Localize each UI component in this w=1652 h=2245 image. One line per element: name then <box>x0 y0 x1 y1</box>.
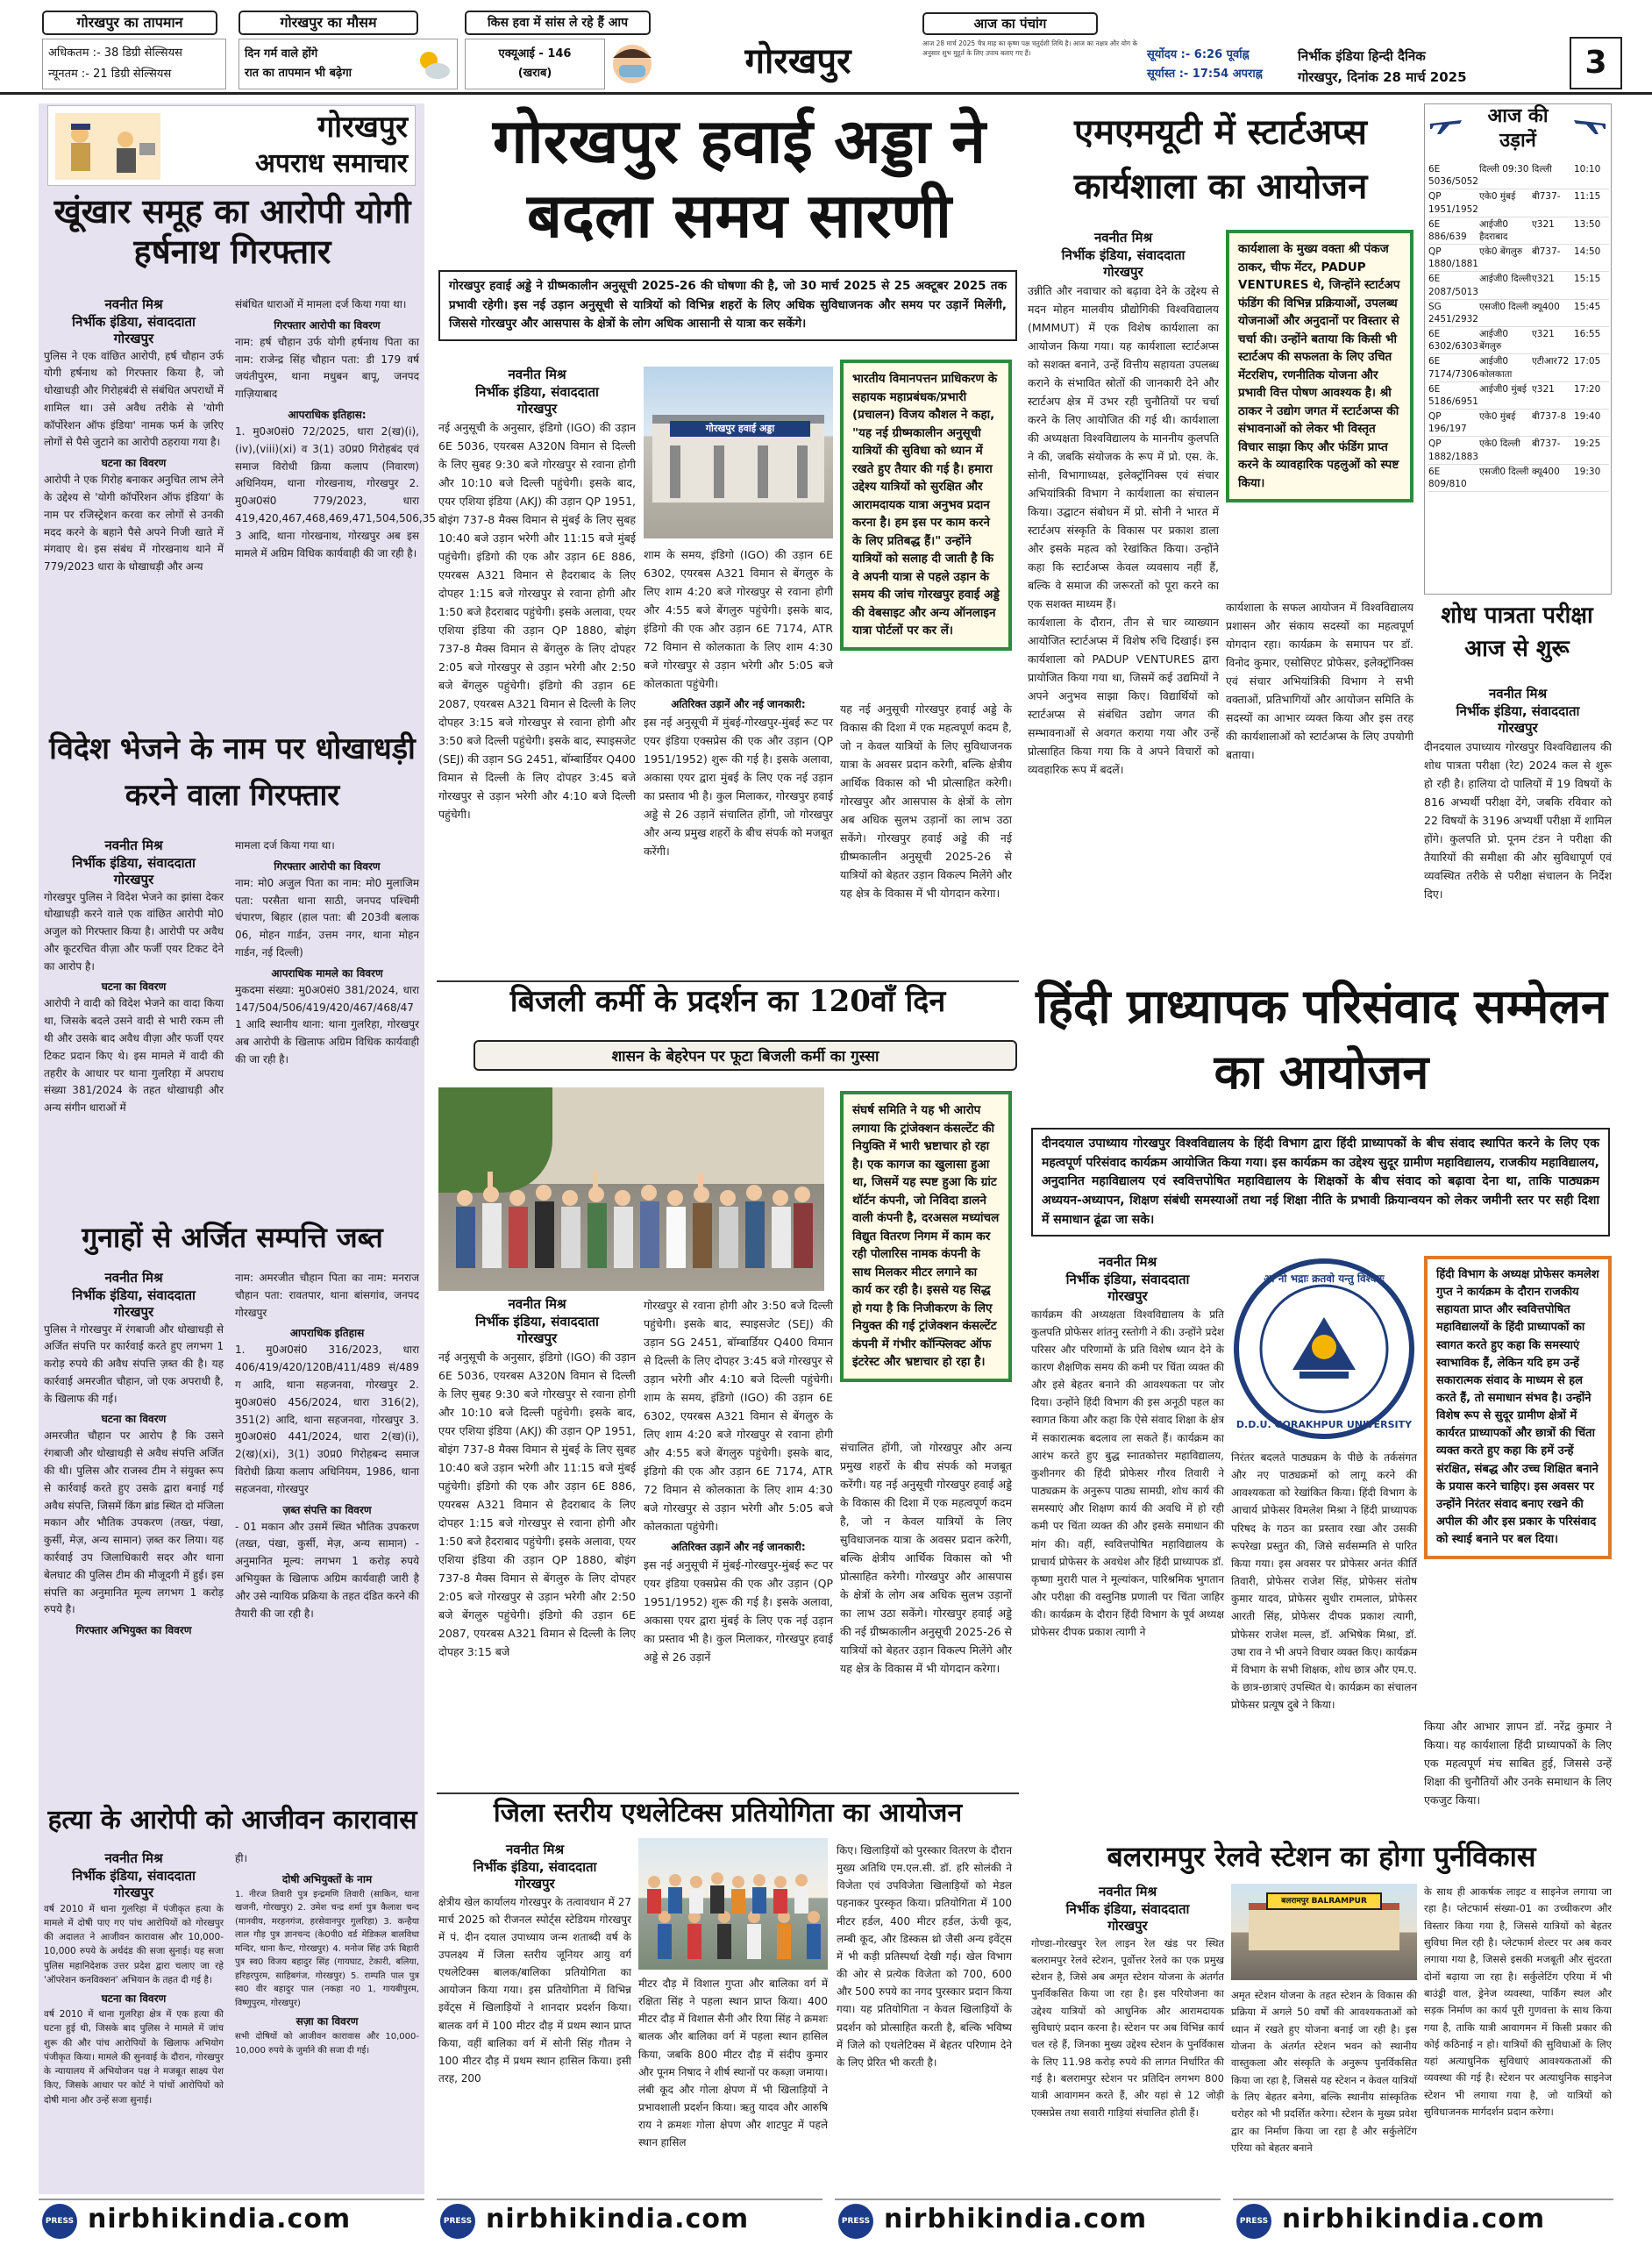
byline-name: नवनीत मिश्र <box>104 837 163 853</box>
electric-quote-box: संघर्ष समिति ने यह भी आरोप लगाया कि ट्रांजेक्शन कंसल्टेंट की नियुक्ति में भारी भ्रष्टाचार हो रहा है। एक कागज का खुलासा हुआ था, जिसमें यह स्पष्ट हुआ कि ग्रांट थॉर्टन कंपनी, जो निविदा डालने वाली कंपनी है, दरअसल मध्यांचल विद्युत वितरण निगम में काम कर रही पोलारिस नामक कंपनी के साथ मिलकर मीटर लगाने का कार्य कर रही है। इससे यह सिद्ध हो गया है कि निजीकरण के लिए नियुक्त की गई ट्रांजेक्शन कंसल्टेंट कंपनी में गंभीर कॉन्फ्लिक्ट ऑफ इंटरेस्ट और भ्रष्टाचार हो रहा है। <box>840 1091 1012 1382</box>
header <box>0 0 1652 95</box>
station-building <box>1249 1903 1399 1950</box>
flight-cell: QP 1882/1883 <box>1428 438 1478 462</box>
flight-cell: 16:55 <box>1574 329 1601 340</box>
crime-s2-right-text: मामला दर्ज किया गया था। <box>235 839 335 852</box>
athletics-col3-text: किए। खिलाड़ियों को पुरस्कार वितरण के दौरान मुख्य अतिथि एम.एल.सी. डॉ. हरि सोलंकी ने विजेता एवं उपविजेता खिलाड़ियों को मेडल पहनाकर पुरस्कृत किया। प्रतियोगिता में 100 मीटर हर्डल, 400 मीटर हर्डल, ऊंची कूद, लम्बी कूद, और डिस्कस थ्रो जैसी अन्य इवेंट्स में भी कड़ी प्रतिस्पर्धा देखी गई। खेल विभाग की ओर से प्रत्येक विजेता को 700, 600 और 500 रुपये का नगद पुरस्कार प्रदान किया गया। यह प्रतियोगिता न केवल खिलाड़ियों के प्रदर्शन को प्रोत्साहित करती है, बल्कि भविष्य में जिले को एथलेटिक्स में बेहतर परिणाम देने के लिए प्रेरित भी करती है। <box>837 1844 1012 2069</box>
flight-row <box>1428 245 1609 272</box>
footer-url[interactable]: nirbhikindia.com <box>884 2204 1148 2234</box>
byline-org: निर्भीक इंडिया, संवाददाता <box>72 313 196 330</box>
athletics-col2 <box>638 1975 828 2152</box>
crime-s4-event: वर्ष 2010 में थाना गुलरिहा क्षेत्र में एक हत्या की घटना हुई थी, जिसके बाद पुलिस ने मामले में जांच शुरू की और पांच आरोपियों के खिलाफ अभियोग पंजीकृत किया। मामले की सुनवाई के दौरान, गोरखपुर के न्यायालय में अभियोजन पक्ष ने मजबूत साक्ष्य पेश किए, जिसके आधार पर कोर्ट ने पांचों आरोपियों को दोषी माना और उन्हें सजा सुनाई। <box>44 2009 224 2106</box>
crime-s4-sentence: सभी दोषियों को आजीवन कारावास और 10,000-10,000 रुपये के जुर्माने की सजा दी गई। <box>235 2032 419 2056</box>
flight-cell: क्यू400 <box>1532 301 1560 312</box>
flight-cell: आईजी0 मुंबई <box>1479 383 1527 395</box>
flight-cell: 14:50 <box>1574 246 1601 258</box>
flight-cell: 19:40 <box>1574 411 1601 423</box>
athletics-col1-text: क्षेत्रीय खेल कार्यालय गोरखपुर के तत्वावधान में 27 मार्च 2025 को रीजनल स्पोर्ट्स स्टेडियम गोरखपुर में पं. दीन दयाल उपाध्याय जन्म शताब्दी वर्ष के उपलक्ष्य में जिला स्तरीय जूनियर आयु वर्ग एथलेटिक्स बालक/बालिका प्रतियोगिता का आयोजन किया गया। इस प्रतियोगिता में विभिन्न इवेंट्स में खिलाड़ियों ने शानदार प्रदर्शन किया। बालक वर्ग में 100 मीटर दौड़ में प्रथम स्थान प्राप्त किया, वहीं बालिका वर्ग में सोनी सिंह गौतम ने 100 मीटर दौड़ में प्रथम स्थान हासिल किया। इसी तरह, 200 <box>438 1895 631 2085</box>
flight-row <box>1428 217 1609 245</box>
flight-cell: एके0 बेंगलुरु <box>1479 246 1523 258</box>
crime-s2-left <box>44 837 224 1117</box>
weather-title: गोरखपुर का मौसम <box>239 11 418 35</box>
crime-s2-event: आरोपी ने वादी को विदेश भेजने का वादा किया था, जिसके बदले उसने वादी से भारी रकम ली थी और उसके बाद अवैध वीज़ा और फर्जी एयर टिकट प्रदान किए थे। इस मामले में वादी की तहरीर के आधार पर थाना गुलरिहा में अपराध संख्या 381/2024 के तहत धोखाधड़ी और अन्य संगीन धाराओं में <box>44 997 224 1115</box>
aqi-status: (खराब) <box>517 67 552 80</box>
byline-org: निर्भीक इंडिया, संवाददाता <box>72 854 196 871</box>
footer-1 <box>39 2199 424 2241</box>
byline-city: गोरखपुर <box>113 331 154 346</box>
byline-city: गोरखपुर <box>113 872 154 887</box>
flight-cell: एसजी0 दिल्ली <box>1479 301 1529 312</box>
electric-photo <box>438 1087 824 1291</box>
weather-line-1: दिन गर्म वाले होंगे <box>245 47 318 61</box>
flight-cell: QP 1880/1881 <box>1428 246 1478 270</box>
crime-s3-label-event: घटना का विवरण <box>101 1413 167 1426</box>
byline-org: निर्भीक इंडिया, संवाददाता <box>475 383 599 400</box>
crime-s3-event: अमरजीत चौहान पर आरोप है कि उसने रंगबाजी और धोखाधड़ी से अवैध संपत्ति अर्जित की थी। पुलिस और राजस्व टीम ने संयुक्त रूप से कार्रवाई करते हुए उसके द्वारा बनाई गई अवैध संपत्ति, जिसमें किंग ब्रांड स्थित दो मंजिला मकान और भौतिक उपकरण (तख्त, पंखा, कुर्सी, मेज़, अन्य सामान) ज़ब्त कर लिया। यह कार्रवाई उप जिलाधिकारी सदर और थाना बेलघाट की पुलिस टीम की मौजूदगी में हुई। इस संपत्ति का अनुमानित मूल्य लगभग 1 करोड़ रुपये है। <box>44 1429 224 1616</box>
hindi-col1 <box>1031 1254 1224 1641</box>
research-body-col <box>1424 686 1612 903</box>
crime-s4-body: वर्ष 2010 में थाना गुलरिहा में पंजीकृत हत्या के मामले में दोषी पाए गए पांच आरोपियों को गोरखपुर की अदालत ने आजीवन कारावास और 10,000-10,000 रुपये के अर्थदंड की सजा सुनाई। यह सजा पुलिस महानिदेशक उत्तर प्रदेश द्वारा चलाए जा रहे 'ऑपरेशन कनविक्शन' अभियान के तहत दी गई है। <box>44 1903 224 1985</box>
msme-title: एमएमयूटी में स्टार्टअप्स कार्यशाला का आयोजन <box>1073 111 1368 207</box>
flight-cell: एके0 मुंबई <box>1479 411 1516 423</box>
hindi-col3 <box>1424 1717 1612 1809</box>
airport-col2 <box>644 545 833 860</box>
airport-title: गोरखपुर हवाई अड्डा ने बदला समय सारणी <box>493 104 986 253</box>
airplane-icon <box>1428 110 1463 136</box>
railway-photo <box>1231 1884 1417 1980</box>
msme-col3-text: कार्यशाला के सफल आयोजन में विश्वविद्यालय प्रशासन और संकाय सदस्यों का महत्वपूर्ण योगदान रहा। कार्यक्रम के समापन पर डॉ. विनोद कुमार, एसोसिएट प्रोफेसर, इलेक्ट्रॉनिक्स एवं संचार अभियांत्रिकी विभाग ने सभी वक्ताओं, प्रतिभागियों और आयोजन समिति के सदस्यों का आभार व्यक्त किया और इस तरह की कार्यशालाओं को स्टार्टअप्स के लिए उपयोगी बताया। <box>1226 601 1413 761</box>
byline-city: गोरखपुर <box>1103 264 1143 280</box>
flight-cell: आईजी0 हैदराबाद <box>1479 218 1509 242</box>
airport-col2-b: इस नई अनुसूची में मुंबई-गोरखपुर-मुंबई रूट पर एयर इंडिया एक्सप्रेस की एक और उड़ान (QP 1951/1952) शुरू की गई है। इसके अलावा, अकासा एयर द्वारा मुंबई के लिए एक नई उड़ान का प्रस्ताव भी है। कुल मिलाकर, गोरखपुर हवाई अड्डे से 26 उड़ानें संचालित होंगी, जो गोरखपुर और अन्य प्रमुख शहरों के बीच संपर्क को मजबूत करेंगी। <box>644 716 833 858</box>
flight-row <box>1428 300 1609 327</box>
byline-name: नवनीत मिश्र <box>1098 1254 1157 1270</box>
msme-col2-text: कार्यशाला के दौरान, तीन से चार व्याख्यान आयोजित स्टार्टअप्स में विशेष रुचि दिखाई। इस कार्यशाला को PADUP VENTURES द्वारा प्रायोजित किया गया था, जिसमें कई उद्यमियों ने अपने अनुभव साझा किए। विद्यार्थियों को स्टार्टअप्स से संबंधित उद्योग जगत की सम्भावनाओं से अवगत कराया गया और उन्हें प्रोत्साहित किया गया कि वे अपने विचारों को व्यवहारिक रूप में बदलें। <box>1028 615 1219 776</box>
flight-cell: एटीआर72 <box>1532 356 1570 367</box>
weather-line-2: रात का तापमान भी बढ़ेगा <box>245 67 352 80</box>
byline-name: नवनीत मिश्र <box>104 1850 163 1866</box>
crime-s3-title: गुनाहों से अर्जित सम्पत्ति जब्त <box>82 1221 383 1254</box>
crime-s3-label-history: आपराधिक इतिहास <box>289 1327 365 1340</box>
electric-title: बिजली कर्मी के प्रदर्शन का 120वाँ दिन <box>509 984 946 1019</box>
crime-s3-seized: - 01 मकान और उसमें स्थित भौतिक उपकरण (तख्त, पंखा, कुर्सी, मेज़, अन्य सामान) - अनुमानित मूल्य: लगभग 1 करोड़ रुपये अभियुक्त के खिलाफ अग्रिम कार्यवाही जारी है और उसे न्यायिक प्रक्रिया के तहत दंडित करने की तैयारी की जा रही है। <box>235 1520 419 1620</box>
seal-motto: आ नो भद्राः क्रतवो यन्तु विश्वतः <box>1264 1272 1385 1285</box>
athletes-group <box>642 1864 824 1966</box>
electric-subtitle: शासन के बेहरेपन पर फूटा बिजली कर्मी का गुस्सा <box>474 1040 1017 1071</box>
flight-cell: एके0 दिल्ली <box>1479 438 1520 450</box>
airplane-icon <box>1572 110 1607 136</box>
university-seal-icon <box>1231 1256 1417 1442</box>
byline-city: गोरखपुर <box>113 1304 154 1320</box>
flight-panel <box>1424 103 1612 595</box>
panchang-title: आज का पंचांग <box>922 12 1098 35</box>
paper-name: निर्भीक इंडिया हिन्दी दैनिक <box>1298 48 1426 64</box>
hindi-col2 <box>1231 1449 1417 1714</box>
byline-city: गोरखपुर <box>1107 1288 1148 1304</box>
crime-s3-label-accused: गिरफ्तार अभियुक्त का विवरण <box>75 1624 192 1637</box>
flight-cell: 19:25 <box>1574 438 1601 450</box>
flight-cell: 10:10 <box>1574 164 1601 175</box>
crime-s2-title: विदेश भेजने के नाम पर धोखाधड़ी करने वाला गिरफ्तार <box>49 731 416 813</box>
ddu-logo <box>1231 1256 1417 1442</box>
byline-city: गोरखपुर <box>515 1876 555 1892</box>
temperature-title: गोरखपुर का तापमान <box>42 11 217 35</box>
crime-s1-accused: नाम: हर्ष चौहान उर्फ योगी हर्षनाथ पिता का नाम: राजेन्द्र सिंह चौहान पता: डी 179 वर्ष जयंतीपुरम, थाना मधुबन बापू, जनपद गाज़ियाबाद <box>235 335 419 401</box>
railway-col2-text: अमृत स्टेशन योजना के तहत स्टेशन के विकास की प्रक्रिया में अगले 50 वर्षों की आवश्यकताओं को ध्यान में रखते हुए योजना बनाई जा रही है। इस योजना के अंतर्गत स्टेशन भवन को स्थानीय वास्तुकला और संस्कृति के अनुरूप पुनर्विकसित किया जा रहा है, जिससे यह स्टेशन न केवल यात्रियों के लिए बेहतर बनेगा, बल्कि स्थानीय सांस्कृतिक धरोहर को भी प्रदर्शित करेगा। स्टेशन के मुख्य प्रवेश द्वार का निर्माण किया जा रहा है और सर्कुलेटिंग एरिया को बेहतर बनाने <box>1231 1989 1417 2154</box>
electric-col2-label: अतिरिक्त उड़ानें और नई जानकारी: <box>671 1541 806 1553</box>
flight-cell: QP 196/197 <box>1428 411 1467 435</box>
hindi-col1-text: कार्यक्रम की अध्यक्षता विश्वविद्यालय के प्रति कुलपति प्रोफेसर शांतनु रस्तोगी ने की। उन्होंने प्रदेश परिसर और परिणामों के प्रति विशेष ध्यान देने के कारण शैक्षणिक समय की कमी पर चिंता व्यक्त की और इसे बेहतर बनाने की आवश्यकता पर जोर दिया। उन्होंने हिंदी विभाग की इस अनूठी पहल का स्वागत किया और कहा कि ऐसे संवाद शिक्षा के क्षेत्र में सकारात्मक बदलाव ला सकते हैं। कार्यक्रम का आरंभ करते हुए बुद्ध स्नातकोत्तर महाविद्यालय, कुशीनगर की हिंदी प्रोफेसर गौरव तिवारी ने पाठ्यक्रम के अनुरूप पाठ्य सामग्री, शोध कार्य की समस्याएं और शिक्षण कार्य की अवधि में हो रही कमी पर चिंता व्यक्त की और इसके समाधान की मांग की। वहीं, स्ववित्तपोषित महाविद्यालय के प्राचार्य प्रोफेसर के अवधेश और हिंदी प्राध्यापक डॉ. कृष्णा मुरारी पाल ने मूल्यांकन, पारिश्रमिक भुगतान और परीक्षा की वस्तुनिष्ठ प्रणाली पर चिंता जाहिर की। कार्यक्रम के दौरान हिंदी विभाग के पूर्व अध्यक्ष प्रोफेसर दीपक प्रकाश त्यागी ने <box>1031 1308 1224 1639</box>
airport-quote-box: भारतीय विमानपत्तन प्राधिकरण के सहायक महाप्रबंधक/प्रभारी (प्रचालन) विजय कौशल ने कहा, "यह नई ग्रीष्मकालीन अनुसूची यात्रियों की सुविधा को ध्यान में रखते हुए तैयार की गई है। हमारा उद्देश्य यात्रियों को सुरक्षित और आरामदायक यात्रा अनुभव प्रदान करना है। हम इस पर काम करने के लिए प्रतिबद्ध हैं।" उन्होंने यात्रियों को सलाह दी जाती है कि वे अपनी यात्रा से पहले उड़ान के समय की जांच गोरखपुर हवाई अड्डे की वेबसाइट और अन्य ऑनलाइन यात्रा पोर्टलों पर कर लें। <box>840 360 1012 651</box>
crime-s4-label-convicts: दोषी अभियुक्तों के नाम <box>281 1872 373 1885</box>
flight-row <box>1428 354 1609 381</box>
crime-s1-label-event: घटना का विवरण <box>101 457 167 470</box>
airport-col3-text: यह नई अनुसूची गोरखपुर हवाई अड्डे के विकास की दिशा में एक महत्वपूर्ण कदम है, जो न केवल यात्रियों के लिए सुविधाजनक यात्रा के अवसर प्रदान करेगी, बल्कि क्षेत्रीय आर्थिक विकास को भी प्रोत्साहित करेगी। गोरखपुर और आसपास के क्षेत्रों के लोग अब अधिक सुलभ उड़ानों का लाभ उठा सकेंगे। गोरखपुर हवाई अड्डे की नई ग्रीष्मकालीन अनुसूची 2025-26 से यात्रियों को बेहतर उड़ान विकल्प मिलेंगे और यह क्षेत्र के विकास में भी योगदान करेगा। <box>840 702 1012 900</box>
byline-city: गोरखपुर <box>113 1885 154 1900</box>
mask-face-icon <box>609 40 656 88</box>
flight-cell: 13:50 <box>1574 218 1601 230</box>
sunrise: सूर्योदय :- 6:26 पूर्वाह्न <box>1147 48 1250 61</box>
panchang-text: आज 28 मार्च 2025 चैत्र माह का कृष्ण पक्ष चतुर्दशी तिथि है। आज का नक्षत्र और योग के अनुसार शुभ मुहूर्त के लिए उपाय बताए गए हैं। <box>922 39 1138 57</box>
msme-col3 <box>1226 598 1413 764</box>
flight-row <box>1428 465 1609 492</box>
aqi-value: एक्यूआई - 146 <box>498 47 572 61</box>
crime-s1-left <box>44 296 224 576</box>
athletics-col2-text: मीटर दौड़ में विशाल गुप्ता और बालिका वर्ग में रक्षिता सिंह ने पहला स्थान प्राप्त किया। 400 मीटर दौड़ में विशाल सैनी और रिया सिंह ने क्रमशः बालक और बालिका वर्ग में पहला स्थान हासिल किया, जबकि 800 मीटर दौड़ में संदीप कुमार और पूनम निषाद ने शीर्ष स्थानों पर कब्ज़ा जमाया। लंबी कूद और गोला क्षेपण में भी खिलाड़ियों ने प्रभावशाली प्रदर्शन किया। ऋतु यादव और आरुषि राय ने क्रमशः गोला क्षेपण और शाटपुट में पहले स्थान हासिल <box>638 1978 828 2149</box>
byline-city: गोरखपुर <box>1107 1918 1148 1934</box>
flight-row <box>1428 189 1609 217</box>
research-body: दीनदयाल उपाध्याय गोरखपुर विश्वविद्यालय की शोध पात्रता परीक्षा (रेट) 2024 कल से शुरू हो रही है। हालिया दो पालियों में 19 विषयों के 816 अभ्यर्थी परीक्षा देंगे, जबकि रविवार को 22 विषयों के 3196 अभ्यर्थी परीक्षा में शामिल होंगे। कुलपति प्रो. पूनम टंडन ने परीक्षा की तैयारियों की समीक्षा की और सुविधापूर्ण एवं व्यवस्थित तरीके से परीक्षा संचालन के निर्देश दिए। <box>1424 739 1612 901</box>
electric-col2-b: इस नई अनुसूची में मुंबई-गोरखपुर-मुंबई रूट पर एयर इंडिया एक्सप्रेस की एक और उड़ान (QP 1951/1952) शुरू की गई है। इसके अलावा, अकासा एयर द्वारा मुंबई के लिए एक नई उड़ान का प्रस्ताव भी है। कुल मिलाकर, गोरखपुर हवाई अड्डे से 26 उड़ानें <box>644 1558 833 1664</box>
flight-cell: 6E 5186/6951 <box>1428 383 1478 407</box>
byline-org: निर्भीक इंडिया, संवाददाता <box>1061 246 1186 263</box>
crime-s1-right <box>235 296 437 562</box>
crime-s2-label-accused: गिरफ्तार आरोपी का विवरण <box>274 859 381 873</box>
byline-name: नवनीत मिश्र <box>508 1296 566 1312</box>
footer-3 <box>835 2199 1221 2241</box>
temp-max: अधिकतम :- 38 डिग्री सेल्सियस <box>48 46 182 60</box>
hindi-lead: दीनदयाल उपाध्याय गोरखपुर विश्वविद्यालय के हिंदी विभाग द्वारा हिंदी प्राध्यापकों के बीच संवाद स्थापित करने के लिए एक महत्वपूर्ण परिसंवाद कार्यक्रम आयोजित किया गया। इस कार्यक्रम का उद्देश्य सुदूर ग्रामीण महाविद्यालय, राजकीय महाविद्यालय, अनुदानित महाविद्यालय एवं स्ववित्तपोषित महाविद्यालय के शिक्षकों के बीच संवाद को बढ़ावा देना था, ताकि पाठ्यक्रम अध्ययन-अध्यापन, शिक्षण संबंधी समस्याओं तथा नई शिक्षा नीति के प्रभावी क्रियान्वयन को लेकर जमीनी स्तर पर सही दिशा में समाधान ढूंढा जा सके। <box>1031 1128 1610 1237</box>
crime-s2-right <box>235 837 419 1069</box>
sun-times <box>1147 46 1287 84</box>
crime-s2-accused: नाम: मो0 अजुल पिता का नाम: मो0 मुलाजिम पता: परसैता थाना साठी, जनपद पश्चिमी चंपारण, बिहार (हाल पता: बी 203वी बलाक 06, मोहन गार्डन, उत्तम नगर, थाना मोहन गार्डन, नई दिल्ली) <box>235 876 419 959</box>
hindi-quote-box: हिंदी विभाग के अध्यक्ष प्रोफेसर कमलेश गुप्त ने कार्यक्रम के दौरान राजकीय सहायता प्राप्त और स्ववित्तपोषित महाविद्यालयों के हिंदी प्राध्यापकों का स्वागत करते हुए कहा कि समस्याएं स्वाभाविक हैं, लेकिन यदि हम उन्हें सकारात्मक संवाद के माध्यम से हल करते हैं, तो समाधान संभव है। उन्होंने विशेष रूप से सुदूर ग्रामीण क्षेत्रों में कार्यरत प्राध्यापकों और छात्रों की चिंता व्यक्त करते हुए कहा कि हमें उन्हें संरक्षित, संबद्ध और उच्च शिक्षित बनाने के प्रयास करने चाहिए। इस अवसर पर उन्होंने निरंतर संवाद बनाए रखने की अपील की और इस प्रकार के परिसंवाद को स्थाई बनाने पर बल दिया। <box>1424 1256 1612 1559</box>
flight-row <box>1428 162 1609 189</box>
flight-cell: आईजी0 दिल्ली <box>1479 274 1532 285</box>
crime-s2-label-case: आपराधिक मामले का विवरण <box>271 966 383 980</box>
msme-quote-box: कार्यशाला के मुख्य वक्ता श्री पंकज ठाकर, चीफ मेंटर, PADUP VENTURES थे, जिन्होंने स्टार्टअप फंडिंग की विभिन्न प्रक्रियाओं, उपलब्ध योजनाओं और अनुदानों पर विस्तार से चर्चा की। उन्होंने बताया कि किसी भी स्टार्टअप की सफलता के लिए उचित मेंटरशिप, रणनीतिक योजना और प्रभावी वित्त पोषण आवश्यक है। श्री ठाकर ने उद्योग जगत में स्टार्टअप्स की संभावनाओं को लेकर भी विस्तृत विचार साझा किए और फंडिंग प्राप्त करने के व्यावहारिक पहलुओं को स्पष्ट किया। <box>1226 230 1413 502</box>
crime-s1-event: आरोपी ने एक गिरोह बनाकर अनुचित लाभ लेने के उद्देश्य से 'योगी कॉर्पोरेशन ऑफ इंडिया' के नाम पर रजिस्ट्रेशन करवा कर लोगों से उनकी मदद करने के बहाने पैसे अपने निजी खाते में मंगवाए थे। इस संबंध में गोरखनाथ थाने में 779/2023 धारा के धोखाधड़ी और अन्य <box>44 474 224 574</box>
byline-name: नवनीत मिश्र <box>104 296 163 312</box>
footer-2 <box>437 2199 822 2241</box>
crime-s1-history: 1. मु0अ0सं0 72/2025, धारा 2(ख)(i),(iv),(viii)(xi) व 3(1) उ0प्र0 गिरोहबंद एवं समाज विरोधी क्रिया कलाप (निवारण) अधिनियम, थाना गोरखनाथ, गोरखपुर 2. मु0अ0सं0 779/2023, धारा 419,420,467,468,469,471,504,506,35 3 आदि, थाना गोरखनाथ, गोरखपुर अब इस मामले में अग्रिम विधिक कार्यवाही की जा रही है। <box>235 424 437 559</box>
byline-name: नवनीत मिश्र <box>508 367 566 382</box>
flight-cell: आईजी0 कोलकाता <box>1479 356 1513 380</box>
flight-cell: 6E 2087/5013 <box>1428 274 1478 297</box>
electric-col1-text: नई अनुसूची के अनुसार, इंडिगो (IGO) की उड़ान 6E 5036, एयरबस A320N विमान से दिल्ली के लिए सुबह 9:30 बजे गोरखपुर से रवाना होगी और 10:10 बजे दिल्ली पहुंचेगी। इसके बाद, एयर एशिया इंडिया (AKJ) की उड़ान QP 1951, बोइंग 737-8 मैक्स विमान से मुंबई के लिए सुबह 10:40 बजे उड़ान भरेगी और 11:15 बजे मुंबई पहुंचेगी। इंडिगो की एक और उड़ान 6E 886, एयरबस A321 विमान से हैदराबाद के लिए दोपहर 1:15 बजे गोरखपुर से रवाना होगी और 1:50 बजे हैदराबाद पहुंचेगी। इसके अलावा, एयर एशिया इंडिया की उड़ान QP 1880, बोइंग 737-8 मैक्स विमान से बेंगलुरु के लिए दोपहर 2:05 बजे गोरखपुर से उड़ान भरेगी और 2:50 बजे बेंगलुरु पहुंचेगी। इंडिगो की उड़ान 6E 2087, एयरबस A321 विमान से दिल्ली के लिए दोपहर 3:15 बजे <box>438 1350 636 1658</box>
crime-s3-label-seized: ज़ब्त संपत्ति का विवरण <box>282 1503 372 1516</box>
press-logo: PRESS <box>838 2204 873 2239</box>
airport-sign: गोरखपुर हवाई अड्डा <box>670 421 810 437</box>
seal-name: D.D.U. GORAKHPUR UNIVERSITY <box>1235 1419 1413 1430</box>
flight-cell: बी737-8 <box>1532 411 1567 423</box>
byline-org: निर्भीक इंडिया, संवाददाता <box>1065 1271 1190 1287</box>
press-logo: PRESS <box>440 2204 475 2239</box>
byline-org: निर्भीक इंडिया, संवाददाता <box>473 1858 597 1875</box>
flight-cell: 15:15 <box>1574 274 1601 285</box>
masthead <box>1298 46 1535 88</box>
railway-col1-text: गोण्डा-गोरखपुर रेल लाइन रेल खंड पर स्थित बलरामपुर रेलवे स्टेशन, पूर्वोत्तर रेलवे का एक प्रमुख स्टेशन है, जिसे अब अमृत स्टेशन योजना के अंतर्गत पुनर्विकसित किया जा रहा है। इस परियोजना का उद्देश्य यात्रियों को आधुनिक और आरामदायक सुविधाएं प्रदान करना है। स्टेशन पर अब विभिन्न कार्य चल रहे हैं, जिनका मुख्य उद्देश्य स्टेशन के पुनर्विकास के लिए 11.98 करोड़ रुपये की लागत निर्धारित की गई है। बलरामपुर स्टेशन पर प्रतिदिन लगभग 800 यात्री आवागमन करते हैं, और यहां से 12 जोड़ी एक्सप्रेस तथा सवारी गाड़ियां संचालित होती हैं। <box>1031 1936 1224 2119</box>
athletics-photo <box>638 1838 828 1970</box>
flight-title-1: आज की <box>1487 104 1549 127</box>
airport-col2-label: अतिरिक्त उड़ानें और नई जानकारी: <box>671 698 806 710</box>
airport-lead: गोरखपुर हवाई अड्डे ने ग्रीष्मकालीन अनुसूची 2025-26 की घोषणा की है, जो 30 मार्च 2025 से 25 अक्टूबर 2025 तक प्रभावी रहेगी। इस नई उड़ान अनुसूची से यात्रियों को विभिन्न शहरों के लिए अधिक सुविधाजनक और समय पर उड़ानें मिलेंगी, जिससे गोरखपुर और आसपास के क्षेत्रों के लोग अधिक आसानी से यात्रा कर सकेंगे। <box>438 270 1017 341</box>
press-logo: PRESS <box>1236 2204 1271 2239</box>
sunset: सूर्यास्त :- 17:54 अपराह्न <box>1147 68 1263 81</box>
aqi-box <box>465 39 605 89</box>
crime-s4-right-text: ही। <box>235 1852 248 1864</box>
byline-org: निर्भीक इंडिया, संवाददाता <box>72 1286 196 1303</box>
flight-cell: 11:15 <box>1574 191 1601 203</box>
flight-cell: 6E 886/639 <box>1428 218 1467 242</box>
sun-cloud-icon <box>415 46 452 83</box>
electric-col2-text: गोरखपुर से रवाना होगी और 3:50 बजे दिल्ली पहुंचेगी। इसके बाद, स्पाइसजेट (SEJ) की उड़ान SG 2451, बॉम्बार्डियर Q400 विमान से दिल्ली के लिए दोपहर 3:45 बजे गोरखपुर से उड़ान भरेगी और 4:10 बजे दिल्ली पहुंचेगी। शाम के समय, इंडिगो (IGO) की उड़ान 6E 6302, एयरबस A321 विमान से बेंगलुरु के लिए शाम 4:20 बजे गोरखपुर से रवाना होगी और 4:55 बजे बेंगलुरु पहुंचेगी। इसके बाद, इंडिगो की एक और उड़ान 6E 7174, ATR 72 विमान से कोलकाता के लिए शाम 4:30 बजे गोरखपुर से उड़ान भरेगी और 5:05 बजे कोलकाता पहुंचेगी। <box>644 1299 833 1533</box>
temp-min: न्यूनतम :- 21 डिग्री सेल्सियस <box>48 68 172 81</box>
flight-row <box>1428 272 1609 299</box>
edition-date: गोरखपुर, दिनांक 28 मार्च 2025 <box>1298 69 1467 85</box>
flight-cell: बी737- <box>1532 438 1561 450</box>
msme-col1 <box>1028 230 1219 779</box>
flight-row <box>1428 410 1609 437</box>
flight-cell: एके0 मुंबई <box>1479 191 1516 203</box>
flight-cell: बी737- <box>1532 246 1561 258</box>
byline-city: गोरखपुर <box>1498 720 1538 736</box>
athletics-col3 <box>837 1842 1012 2071</box>
flight-title-2: उड़ानें <box>1499 129 1536 152</box>
railway-col3 <box>1424 1884 1612 2120</box>
crime-s2-label-event: घटना का विवरण <box>101 980 167 994</box>
flight-list <box>1428 162 1609 492</box>
protesters-group <box>447 1172 815 1286</box>
crime-s1-label-accused: गिरफ्तार आरोपी का विवरण <box>274 318 381 331</box>
crime-banner-title-2: अपराध समाचार <box>255 148 408 179</box>
flight-cell: ए321 <box>1532 329 1555 340</box>
crime-s4-right <box>235 1850 419 2057</box>
flight-cell: ए321 <box>1532 218 1555 230</box>
flight-cell: ए321 <box>1532 383 1555 395</box>
flight-cell: क्यू400 <box>1532 466 1560 477</box>
crime-s2-case: मुकदमा संख्या: मु0अ0सं0 381/2024, धारा 147/504/506/419/420/467/468/47 1 आदि स्थानीय थाना: थाना गुलरिहा, गोरखपुर अब आरोपी के खिलाफ अग्रिम विधिक कार्यवाही की जा रही है। <box>235 983 419 1065</box>
flight-cell: 6E 7174/7306 <box>1428 356 1478 380</box>
flight-cell: एसजी0 दिल्ली <box>1479 466 1529 477</box>
page-number: 3 <box>1570 37 1622 89</box>
flight-cell: 17:05 <box>1574 356 1601 367</box>
crime-s3-history: 1. मु0अ0सं0 316/2023, धारा 406/419/420/120B/411/489 सं/489 ग आदि, थाना सहजनवा, गोरखपुर 2. मु0अ0सं0 456/2024, धारा 316(2), 351(2) आदि, थाना सहजनवा, गोरखपुर 3. मु0अ0सं0 441/2024, धारा 2(ख)(i), 2(ख)(xi), 3(1) उ0प्र0 गिरोहबन्द समाज विरोधी क्रिया कलाप अधिनियम, 1986, थाना सहजनवा, गोरखपुर <box>235 1343 419 1495</box>
hindi-title: हिंदी प्राध्यापक परिसंवाद सम्मेलन का आयोजन <box>1036 978 1607 1100</box>
electric-col3 <box>840 1438 1012 1678</box>
crime-s1-label-history: आपराधिक इतिहास: <box>288 408 367 421</box>
byline-org: निर्भीक इंडिया, संवाददाता <box>72 1867 196 1884</box>
city-name: गोरखपुर <box>744 40 851 82</box>
railway-title: बलरामपुर रेलवे स्टेशन का होगा पुर्नविकास <box>1107 1840 1536 1873</box>
crime-s4-label-event: घटना का विवरण <box>101 1992 167 2006</box>
crime-s4-left <box>44 1850 224 2107</box>
flight-row <box>1428 327 1609 354</box>
footer-4 <box>1233 2199 1613 2241</box>
flight-cell: 15:45 <box>1574 301 1601 312</box>
byline-org: निर्भीक इंडिया, संवाददाता <box>1456 702 1580 719</box>
crime-s1-title: खूंखार समूह का आरोपी योगी हर्षनाथ गिरफ्तार <box>53 191 411 272</box>
footer-url[interactable]: nirbhikindia.com <box>88 2204 352 2234</box>
byline-name: नवनीत मिश्र <box>505 1842 565 1857</box>
flight-cell: आईजी0 बेंगलुरु <box>1479 329 1509 353</box>
research-title: शोध पात्रता परीक्षा आज से शुरू <box>1441 602 1593 662</box>
athletics-col1 <box>438 1842 631 2087</box>
crime-s1-right-text: संबंधित धाराओं में मामला दर्ज किया गया था। <box>235 298 407 310</box>
flight-cell: ए321 <box>1532 274 1555 285</box>
station-sign: बलरामपुर BALRAMPUR <box>1266 1892 1382 1910</box>
flight-cell: 6E 5036/5052 <box>1428 164 1478 188</box>
byline-city: गोरखपुर <box>516 1330 558 1346</box>
crime-s4-label-sentence: सज़ा का विवरण <box>296 2015 359 2028</box>
railway-col2 <box>1231 1987 1417 2156</box>
railway-col1 <box>1031 1884 1224 2121</box>
hindi-col2-text: निरंतर बदलते पाठ्यक्रम के पीछे के तर्कसंगत और नए पाठ्यक्रमों को लागू करने की आवश्यकता को रेखांकित किया। हिंदी विभाग के आचार्य प्रोफेसर विमलेश मिश्रा ने हिंदी प्राध्यापक परिषद के गठन का प्रस्ताव रखा और उसकी रूपरेखा प्रस्तुत की, जिसे सर्वसम्मति से पारित किया गया। इस अवसर पर प्रोफेसर अनंत कीर्ति तिवारी, प्रोफेसर राजेश सिंह, प्रोफेसर संतोष कुमार यादव, प्रोफेसर सुधीर रामलाल, प्रोफेसर आरती सिंह, प्रोफेसर दीपक प्रकाश त्यागी, प्रोफेसर राजेश मल्ल, डॉ. अभिषेक मिश्रा, डॉ. उषा राव ने भी अपने विचार व्यक्त किए। कार्यक्रम में विभाग के सभी शिक्षक, शोध छात्र और एम.ए. के छात्र-छात्राएं उपस्थित थे। कार्यक्रम का संचालन प्रोफेसर प्रत्यूष दुबे ने किया। <box>1231 1451 1417 1712</box>
airport-col1 <box>438 367 636 823</box>
crime-s1-body: पुलिस ने एक वांछित आरोपी, हर्ष चौहान उर्फ योगी हर्षनाथ को गिरफ्तार किया है, जो धोखाधड़ी और गिरोहबंदी से संबंधित अपराधों में शामिल था। उसे अवैध तरीके से 'योगी कॉर्पोरेशन ऑफ इंडिया' नामक फर्म के ज़रिए लोगों से पैसे जुटाने का आरोपी ठहराया गया है। <box>44 349 224 449</box>
flight-cell: बी737- <box>1532 191 1561 203</box>
flight-cell: 19:30 <box>1574 466 1601 477</box>
msme-col1-text: उन्नीति और नवाचार को बढ़ावा देने के उद्देश्य से मदन मोहन मालवीय प्रौद्योगिकी विश्वविद्यालय (MMMUT) में एक विशेष कार्यशाला का आयोजन किया गया। यह कार्यशाला स्टार्टअप्स को सशक्त बनाने, उन्हें वित्तीय सहायता उपलब्ध कराने के संभावित स्रोतों की जानकारी देने और स्टार्टअप क्षेत्र में उभर रही चुनौतियों पर चर्चा करने के लिए आयोजित की गई थी। कार्यशाला की अध्यक्षता विश्वविद्यालय के माननीय कुलपति ने की, जबकि संयोजक के रूप में प्रो. एस. के. सोनी, विभागाध्यक्ष, इलेक्ट्रॉनिक्स एवं संचार अभियांत्रिकी विभाग ने कार्यशाला का संचालन किया। उद्घाटन संबोधन में प्रो. सोनी ने भारत में स्टार्टअप संस्कृति के विकास पर प्रकाश डाला और इसके महत्व को रेखांकित किया। उन्होंने कहा कि स्टार्टअप्स केवल व्यवसाय नहीं हैं, बल्कि वे समाज की जरूरतों को पूरा करने का एक सशक्त माध्यम हैं। <box>1028 283 1219 610</box>
crime-banner-title-1: गोरखपुर <box>317 110 408 145</box>
crime-s3-right-name: नाम: अमरजीत चौहान पिता का नाम: मनराज चौहान पता: रावतपार, थाना बांसगांव, जनपद गोरखपुर <box>235 1272 419 1319</box>
crime-s3-right <box>235 1270 419 1622</box>
flight-cell: SG 2451/2932 <box>1428 301 1478 324</box>
crime-s3-left <box>44 1270 224 1639</box>
flight-cell: दिल्ली 09:30 <box>1479 164 1529 175</box>
crime-s4-convicts: 1. नीरज तिवारी पुत्र इन्द्रमणि तिवारी (साकिन, थाना खजनी, गोरखपुर) 2. उमेश चन्द्र शर्मा पुत्र कैलाश चन्द (मानवीय, मरहनगंज, हरसेवानपुर गुलरिहा) 3. कन्हैया लाल गौड़ पुत्र ज्ञानचन्द (के0पी0 वर्ड मेडिकल बालविधा मन्दिर, थाना कैन्ट, गोरखपुर) 4. मनोज सिंह उर्फ बिहारी पुत्र स्व0 विजय बहादुर सिंह (गायघाट, टेकारी, बलिया, हरिहरपुरम, साहिबगंज, गोरखपुर) 5. राम्पति पाल पुत्र स्व0 वीर बहादुर पाल (नकहा न0 1, गायबीपुरम, विष्णुपुरम, गोरखपुर) <box>235 1889 419 2008</box>
crime-s4-title: हत्या के आरोपी को आजीवन कारावास <box>47 1805 417 1835</box>
airport-col2-text: शाम के समय, इंडिगो (IGO) की उड़ान 6E 6302, एयरबस A321 विमान से बेंगलुरु के लिए शाम 4:20 बजे गोरखपुर से रवाना होगी और 4:55 बजे बेंगलुरु पहुंचेगी। इसके बाद, इंडिगो की एक और उड़ान 6E 7174, ATR 72 विमान से कोलकाता के लिए शाम 4:30 बजे गोरखपुर से उड़ान भरेगी और 5:05 बजे कोलकाता पहुंचेगी। <box>644 548 833 690</box>
byline-name: नवनीत मिश्र <box>1093 230 1153 246</box>
flight-cell: 6E 809/810 <box>1428 466 1467 489</box>
footer-url[interactable]: nirbhikindia.com <box>486 2204 750 2234</box>
crime-banner <box>47 105 416 186</box>
athletics-title: जिला स्तरीय एथलेटिक्स प्रतियोगिता का आयोजन <box>493 1798 963 1828</box>
railway-col3-text: के साथ ही आकर्षक लाइट व साइनेज लगाया जा रहा है। प्लेटफार्म संख्या-01 का उच्चीकरण और विस्तार किया गया है, जिससे यात्रियों को बेहतर सुविधा मिल रही है। प्लेटफार्म शेल्टर पर अब कवर लगाया गया है, जिससे इसकी मजबूती और सुंदरता दोनों बढ़ाया जा रहा है। सर्कुलेटिंग एरिया में भी बाउंड्री वाल, ड्रेनेज व्यवस्था, पार्किंग स्थल और सड़क निर्माण का कार्य पूरी गुणवत्ता के साथ किया गया है, ताकि यात्री आवागमन में किसी प्रकार की कोई कठिनाई न हो। यात्रियों की सुविधाओं के लिए यहां अत्याधुनिक सुविधाएं आवश्यकताओं की व्यवस्था की गई है। स्टेशन पर अत्याधुनिक साइनेज स्टेशन भी लगाया गया है, जो यात्रियों को सुविधाजनक मार्गदर्शन प्रदान करेगा। <box>1424 1885 1612 2119</box>
electric-col1 <box>438 1296 636 1661</box>
aqi-title: किस हवा में सांस ले रहे हैं आप <box>465 11 651 35</box>
byline-name: नवनीत मिश्र <box>1488 686 1548 702</box>
flight-cell: 17:20 <box>1574 383 1601 395</box>
electric-col3-text: संचालित होंगी, जो गोरखपुर और अन्य प्रमुख शहरों के बीच संपर्क को मजबूत करेंगी। यह नई अनुसूची गोरखपुर हवाई अड्डे के विकास की दिशा में एक महत्वपूर्ण कदम है, जो न केवल यात्रियों के लिए सुविधाजनक यात्रा के अवसर प्रदान करेगी, बल्कि क्षेत्रीय आर्थिक विकास को भी प्रोत्साहित करेगी। गोरखपुर और आसपास के क्षेत्रों के लोग अब अधिक सुलभ उड़ानों का लाभ उठा सकेंगे। गोरखपुर हवाई अड्डे की नई ग्रीष्मकालीन अनुसूची 2025-26 से यात्रियों को बेहतर उड़ान विकल्प मिलेंगे और यह क्षेत्र के विकास में भी योगदान करेगा। <box>840 1441 1012 1675</box>
byline-name: नवनीत मिश्र <box>104 1270 163 1286</box>
airport-col1-text: नई अनुसूची के अनुसार, इंडिगो (IGO) की उड़ान 6E 5036, एयरबस A320N विमान से दिल्ली के लिए सुबह 9:30 बजे गोरखपुर से रवाना होगी और 10:10 बजे दिल्ली पहुंचेगी। इसके बाद, एयर एशिया इंडिया (AKJ) की उड़ान QP 1951, बोइंग 737-8 मैक्स विमान से मुंबई के लिए सुबह 10:40 बजे उड़ान भरेगी और 11:15 बजे मुंबई पहुंचेगी। इंडिगो की एक और उड़ान 6E 886, एयरबस A321 विमान से हैदराबाद के लिए दोपहर 1:15 बजे गोरखपुर से रवाना होगी और 1:50 बजे हैदराबाद पहुंचेगी। इसके अलावा, एयर एशिया इंडिया की उड़ान QP 1880, बोइंग 737-8 मैक्स विमान से बेंगलुरु के लिए दोपहर 2:05 बजे गोरखपुर से उड़ान भरेगी और 2:50 बजे बेंगलुरु पहुंचेगी। इंडिगो की उड़ान 6E 2087, एयरबस A321 विमान से दिल्ली के लिए दोपहर 3:15 बजे गोरखपुर से रवाना होगी और 3:50 बजे दिल्ली पहुंचेगी। इसके बाद, स्पाइसजेट (SEJ) की उड़ान SG 2451, बॉम्बार्डियर Q400 विमान से दिल्ली के लिए दोपहर 3:45 बजे गोरखपुर से उड़ान भरेगी और 4:10 बजे दिल्ली पहुंचेगी। <box>438 420 636 821</box>
hindi-col3-text: किया और आभार ज्ञापन डॉ. नरेंद्र कुमार ने किया। यह कार्यशाला हिंदी प्राध्यापकों के लिए एक महत्वपूर्ण मंच साबित हुई, जिससे उन्हें शिक्षा की चुनौतियों और उनके समाधान के लिए एकजुट किया। <box>1424 1720 1612 1807</box>
airport-photo <box>644 367 833 538</box>
flight-cell: QP 1951/1952 <box>1428 191 1478 215</box>
crime-s2-body: गोरखपुर पुलिस ने विदेश भेजने का झांसा देकर धोखाधड़ी करने वाले एक वांछित आरोपी मो0 अजुल को गिरफ्तार किया है। आरोपी पर अवैध और कूटरचित वीज़ा और फर्जी एयर टिकट देने का आरोप है। <box>44 890 224 973</box>
airport-col3 <box>840 700 1012 902</box>
byline-city: गोरखपुर <box>516 401 558 417</box>
byline-org: निर्भीक इंडिया, संवाददाता <box>475 1313 599 1329</box>
temperature-box <box>42 39 226 89</box>
flight-row <box>1428 437 1609 464</box>
flight-row <box>1428 382 1609 410</box>
weather-box <box>239 39 458 89</box>
byline-name: नवनीत मिश्र <box>1098 1884 1157 1899</box>
flight-cell: दिल्ली <box>1532 164 1552 175</box>
police-icon <box>55 113 160 180</box>
flight-cell: 6E 6302/6303 <box>1428 329 1478 353</box>
crime-s3-body: पुलिस ने गोरखपुर में रंगबाजी और धोखाधड़ी से अर्जित संपत्ति पर कार्रवाई करते हुए लगभग 1 करोड़ रुपये की अवैध संपत्ति ज़ब्त की है। यह कार्रवाई अमरजीत चौहान, जो एक अपराधी है, के खिलाफ की गई। <box>44 1322 224 1405</box>
footer-url[interactable]: nirbhikindia.com <box>1282 2204 1546 2234</box>
press-logo: PRESS <box>42 2204 77 2239</box>
byline-org: निर्भीक इंडिया, संवाददाता <box>1065 1900 1190 1917</box>
electric-col2 <box>644 1296 833 1666</box>
